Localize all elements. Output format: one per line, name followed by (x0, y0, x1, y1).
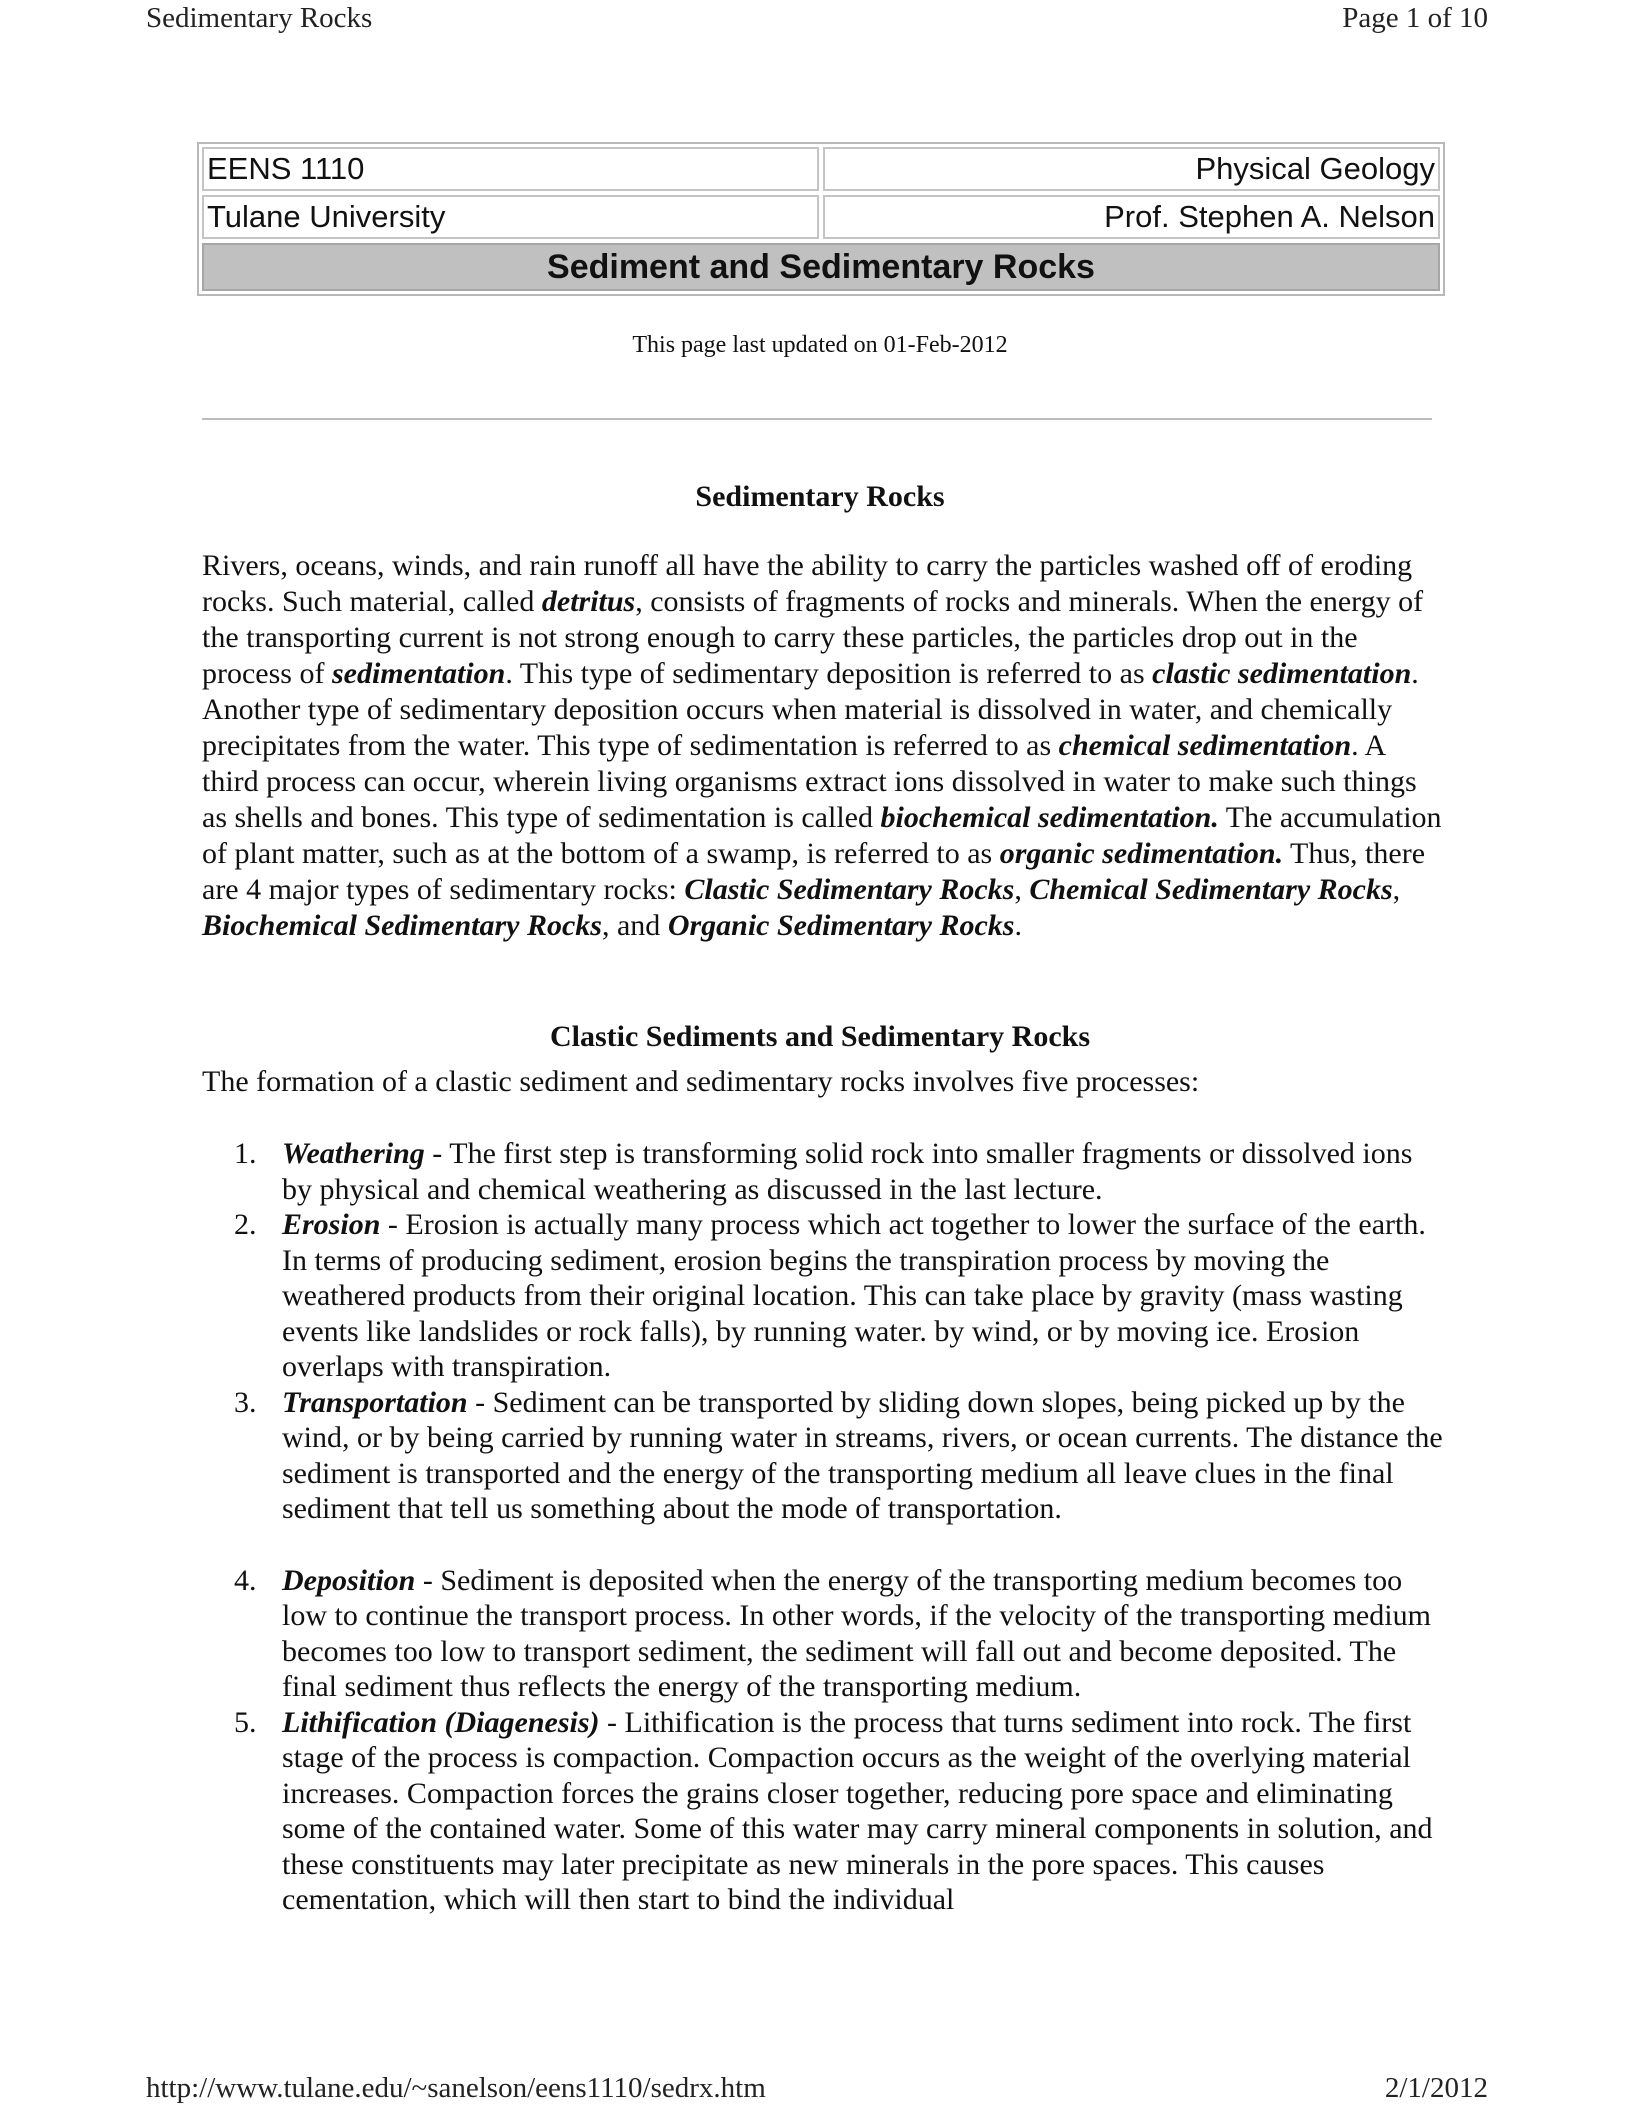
process-description: - Lithification is the process that turns sediment into rock. The first stage of the process is compaction. Compaction occurs as the weight of the overlying material increases. Compaction forces the grains closer together, reducing pore space and eliminating some of the contained water. Some of this water may carry mineral components in solution, and these constituents may later precipitate as new minerals in the pore spaces. This causes cementation, which will then start to bind the individual (282, 1705, 1433, 1916)
process-item (228, 1207, 1443, 1385)
process-term: Weathering (282, 1137, 425, 1170)
process-item (228, 1385, 1443, 1527)
paragraph-text: . This type of sedimentary deposition is referred to as (505, 657, 1153, 690)
print-header-title: Sedimentary Rocks (146, 2, 373, 34)
page-number: Page 1 of 10 (1342, 2, 1488, 34)
process-list (228, 1136, 1443, 1918)
emphasized-term: Chemical Sedimentary Rocks (1029, 873, 1393, 906)
process-item (228, 1136, 1443, 1207)
paragraph-text: . Another type of sedimentary deposition occurs when material is dissolved in water, and chemically precipitates from the water. This type of sedimentation is referred to as (202, 657, 1419, 762)
section-heading-sedimentary-rocks: Sedimentary Rocks (695, 480, 945, 513)
paragraph-text: , (1014, 873, 1030, 906)
process-item (228, 1705, 1443, 1918)
emphasized-term: Organic Sedimentary Rocks (667, 909, 1015, 942)
paragraph-text: . (1014, 909, 1022, 942)
paragraph-text: Thus, there are 4 major types of sedimentary rocks: (202, 837, 1426, 906)
paragraph-text: . A third process can occur, wherein living organisms extract ions dissolved in water to make such things as shells and bones. This type of sedimentation is called (202, 729, 1417, 834)
process-description: - Erosion is actually many process which act together to lower the surface of the earth. In terms of producing sediment, erosion begins the transpiration process by moving the weathered products from their original location. This can take place by gravity (mass wasting events like landslides or rock falls), by running water. by wind, or by moving ice. Erosion overlaps with transpiration. (282, 1208, 1426, 1383)
emphasized-term: clastic sedimentation (1152, 657, 1412, 690)
course-row-1 (202, 147, 1440, 191)
paragraph-text: Rivers, oceans, winds, and rain runoff all have the ability to carry the particles washed off of eroding rocks. Such material, called (202, 549, 1413, 618)
professor-name: Prof. Stephen A. Nelson (823, 195, 1440, 239)
process-description: - Sediment can be transported by sliding down slopes, being picked up by the wind, or by being carried by running water in streams, rivers, or ocean currents. The distance the sediment is transported and the energy of the transporting medium all leave clues in the final sediment that tell us something about the mode of transportation. (282, 1385, 1443, 1525)
process-item (228, 1563, 1443, 1705)
last-updated-text: This page last updated on 01-Feb-2012 (632, 332, 1008, 358)
horizontal-divider (202, 418, 1432, 420)
course-info-table (197, 142, 1445, 296)
clastic-intro-text: The formation of a clastic sediment and sedimentary rocks involves five processes: (202, 1065, 1200, 1098)
process-term: Lithification (Diagenesis) (282, 1705, 600, 1739)
section-heading-clastic: Clastic Sediments and Sedimentary Rocks (549, 1020, 1090, 1053)
emphasized-term: biochemical sedimentation. (880, 801, 1219, 834)
page-url: http://www.tulane.edu/~sanelson/eens1110/sedrx.htm (146, 2072, 766, 2104)
intro-paragraph (202, 548, 1442, 944)
emphasized-term: chemical sedimentation (1058, 729, 1352, 762)
process-term: Erosion (282, 1208, 381, 1241)
emphasized-term: detritus (541, 585, 636, 618)
process-description: - The first step is transforming solid rock into smaller fragments or dissolved ions by physical and chemical weathering as discussed in the last lecture. (282, 1137, 1413, 1206)
course-row-2 (202, 195, 1440, 239)
paragraph-text: The accumulation of plant matter, such as at the bottom of a swamp, is referred to as (202, 801, 1442, 870)
emphasized-term: organic sedimentation. (999, 837, 1284, 870)
print-footer (146, 2072, 1488, 2105)
process-description: - Sediment is deposited when the energy of the transporting medium becomes too low to continue the transport process. In other words, if the velocity of the transporting medium becomes too low to transport sediment, the sediment will fall out and become deposited. The final sediment thus reflects the energy of the transporting medium. (282, 1563, 1431, 1703)
process-number: 4. (234, 1563, 257, 1597)
course-subject: Physical Geology (823, 147, 1440, 191)
process-term: Deposition (282, 1563, 416, 1597)
paragraph-text: , (1392, 873, 1401, 906)
course-code: EENS 1110 (202, 147, 819, 191)
process-number: 2. (234, 1208, 257, 1241)
university-name: Tulane University (202, 195, 819, 239)
process-number: 5. (234, 1705, 257, 1739)
emphasized-term: Clastic Sedimentary Rocks (684, 873, 1015, 906)
paragraph-text: , and (601, 909, 668, 942)
print-date: 2/1/2012 (1384, 2072, 1488, 2104)
print-header (146, 2, 1488, 35)
process-number: 1. (234, 1137, 257, 1170)
paragraph-text: , consists of fragments of rocks and minerals. When the energy of the transporting current is not strong enough to carry these particles, the particles drop out in the process of (202, 585, 1424, 690)
process-number: 3. (234, 1385, 257, 1419)
page-title: Sediment and Sedimentary Rocks (202, 243, 1440, 291)
emphasized-term: Biochemical Sedimentary Rocks (202, 909, 602, 942)
emphasized-term: sedimentation (331, 657, 506, 690)
process-term: Transportation (282, 1385, 468, 1419)
